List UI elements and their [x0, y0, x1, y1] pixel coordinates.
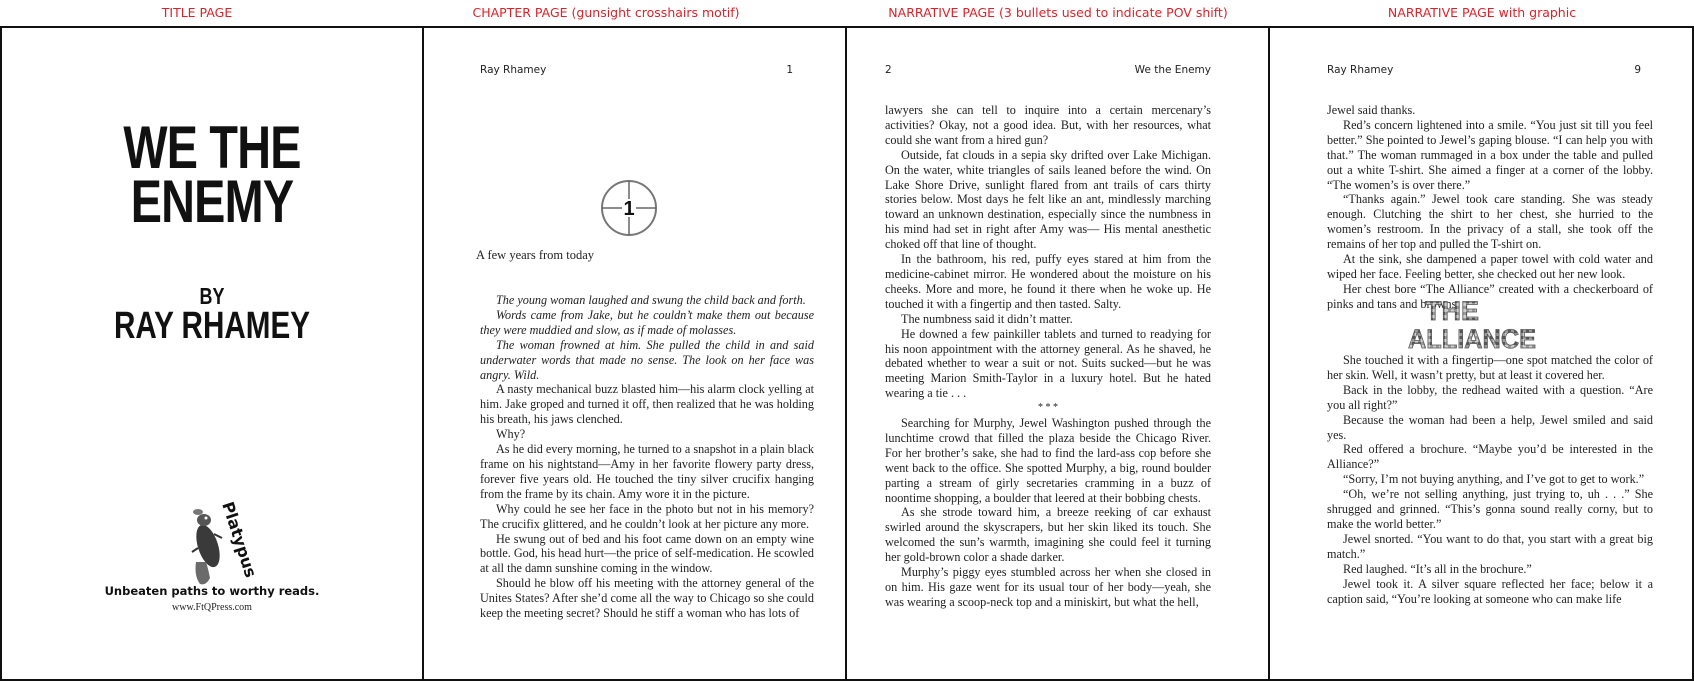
paragraph: Why?: [496, 427, 526, 442]
paragraph: He swung out of bed and his foot came down on an empty wine bottle. God, his head hurt—the price of self-medication. He scowled at all the damn sunshine coming in the window.: [480, 531, 814, 576]
paragraph: In the bathroom, his red, puffy eyes stared at him from the medicine-cabinet mirror. He wondered about the moisture on his cheeks. More and more, he found it there when he woke up. He touched it with a fingertip and then tasted. Salty.: [885, 252, 1211, 311]
chapter-page: [424, 28, 845, 678]
alliance-graphic: [1406, 294, 1538, 352]
header-title-page: TITLE PAGE: [161, 5, 233, 20]
running-head: Ray Rhamey: [1327, 64, 1394, 76]
pov-shift-bullets: * * *: [1038, 402, 1058, 414]
by-label: BY: [199, 283, 225, 309]
paragraph: Why could he see her face in the photo but not in his memory? The crucifix glittered, and he couldn’t look at her picture any more.: [480, 501, 814, 531]
page-number: 9: [1634, 64, 1641, 76]
paragraph: As he did every morning, he turned to a snapshot in a plain black frame on his nightstand—Amy in her favorite flowery party dress, forever five years old. He touched the tiny silver crucifix hanging from the frame by its chain. Amy wore it in the picture.: [480, 442, 814, 501]
paragraph: Jewel snorted. “You want to do that, you start with a great big match.”: [1327, 531, 1653, 561]
paragraph: Red laughed. “It’s all in the brochure.”: [1343, 561, 1532, 576]
paragraph: He downed a few painkiller tablets and turned to readying for his noon appointment with the attorney general. As he shaved, he debated whether to wear a suit or not. Suits sucked—but he was meeting Marion Smith-Taylor in a luxury hotel. But he hated wearing a tie . . .: [885, 326, 1211, 401]
graphic-page-body-text: [1327, 353, 1653, 606]
narrative-page: [847, 28, 1268, 678]
paragraph: Jewel said thanks.: [1327, 103, 1416, 117]
paragraph: Her chest bore “The Alliance” created with a checkerboard of pinks and tans and browns.: [1327, 281, 1653, 311]
paragraph: The woman frowned at him. She pulled the child in and said underwater words that made no sense. The look on her face was angry. Wild.: [480, 337, 814, 382]
header-narrative-page: NARRATIVE PAGE (3 bullets used to indicate POV shift): [888, 5, 1228, 20]
chapter-number: 1: [623, 198, 635, 220]
book-title-line1: WE THE: [123, 114, 301, 181]
chapter-body-text: [480, 293, 814, 621]
paragraph: Jewel took it. A silver square reflected her face; below it a caption said, “You’re looking at someone who can make life: [1327, 576, 1653, 606]
author-name: RAY RHAMEY: [113, 305, 310, 347]
paragraph: “Thanks again.” Jewel took care standing. She was steady enough. Clutching the shirt to her chest, she hurried to the women’s restroom. In the privacy of a stall, she took off the remains of her top and pulled the T-shirt on.: [1327, 192, 1653, 252]
header-graphic-page: NARRATIVE PAGE with graphic: [1387, 5, 1577, 20]
paragraph: “Sorry, I’m not buying anything, and I’ve got to get to work.”: [1343, 472, 1645, 487]
header-chapter-page: CHAPTER PAGE (gunsight crosshairs motif): [472, 5, 740, 20]
book-title-line2: ENEMY: [130, 168, 294, 235]
paragraph: Words came from Jake, but he couldn’t make them out because they were muddied and slow, as if made of molasses.: [480, 307, 814, 337]
paragraph: Red’s concern lightened into a smile. “You just sit till you feel better.” She pointed to Jewel’s gaping blouse. “I can help you with that.” The woman rummaged in a box under the table and pulled out a white T-shirt. She aimed a finger at a corner of the lobby. “The women’s is over there.”: [1327, 117, 1653, 192]
paragraph: Murphy’s piggy eyes stumbled across her when she closed in on him. His gaze went for its usual tour of her body—yeah, she was wearing a scoop-neck top and a miniskirt, but what the hell,: [885, 565, 1211, 609]
paragraph: A nasty mechanical buzz blasted him—his alarm clock yelling at him. Jake groped and turned it off, then realized that he was holding his breath, his jaws clenched.: [480, 382, 814, 427]
paragraph: “Oh, we’re not selling anything, just trying to, uh . . .” She shrugged and grinned. “This’s gonna sound really corny, but to make the world better.”: [1327, 487, 1653, 531]
publisher-url: www.FtQPress.com: [172, 602, 252, 613]
paragraph: lawyers she can tell to inquire into a certain mercenary’s activities? Okay, not a good idea. But, with her resources, what could she want from a hired gun?: [885, 103, 1211, 147]
title-page: [2, 28, 422, 678]
graphic-page: [1270, 28, 1690, 678]
chapter-opener: A few years from today: [476, 248, 595, 262]
paragraph: Outside, fat clouds in a sepia sky drifted over Lake Michigan. On the water, white triangles of sails leaned before the wind. On Lake Shore Drive, sunlight flared from ant trails of cars thirty stories below. Most days he felt like an ant, mindlessly marching toward an unknown destination, especially since the numbness in his mind had set in right after Amy was— His mental anesthetic choked off that line of thought.: [885, 147, 1211, 252]
paragraph: Because the woman had been a help, Jewel smiled and said yes.: [1327, 412, 1653, 442]
paragraph: As she strode toward him, a breeze reeking of car exhaust swirled around the skyscrapers, but her skin liked its touch. She welcomed the sun’s warmth, imagining she could feel it turning her gold-brown color a shade darker.: [885, 505, 1211, 565]
graphic-page-body-text: [1327, 103, 1653, 312]
platypus-icon: [186, 498, 261, 590]
narrative-body-text: [885, 103, 1211, 610]
paragraph: The numbness said it didn’t matter.: [901, 311, 1073, 326]
paragraph: She touched it with a fingertip—one spot matched the color of her skin. Well, it wasn’t pretty, but at least it covered her.: [1327, 353, 1653, 382]
paragraph: At the sink, she dampened a paper towel with cold water and wiped her face. Feeling better, she checked out her new look.: [1327, 252, 1653, 281]
tagline: Unbeaten paths to worthy reads.: [104, 584, 320, 598]
running-head: Ray Rhamey: [480, 64, 547, 76]
alliance-line1: THE: [1425, 296, 1479, 326]
crosshairs-icon: [600, 179, 658, 237]
alliance-line2: ALLIANCE: [1408, 324, 1536, 354]
page-number: 2: [885, 64, 892, 76]
paragraph: The young woman laughed and swung the child back and forth.: [496, 293, 806, 307]
paragraph: Red offered a brochure. “Maybe you’d be interested in the Alliance?”: [1327, 442, 1653, 472]
paragraph: Should he blow off his meeting with the attorney general of the Unites States? After she’d come all the way to Chicago so she could keep the meeting secret? Should he stiff a woman who has lots of: [480, 576, 814, 621]
paragraph: Back in the lobby, the redhead waited with a question. “Are you all right?”: [1327, 382, 1653, 412]
logo-text: Platypus: [218, 499, 261, 580]
page-number: 1: [786, 64, 793, 76]
paragraph: Searching for Murphy, Jewel Washington pushed through the lunchtime crowd that filled the plaza beside the Chicago River. For her brother’s sake, she had to find the lard-ass cop before she went back to the office. She spotted Murphy, a big, round boulder parting a stream of girly secretaries cramming in a buzz of noontime shopping, a boulder that leered at their bobbing chests.: [885, 416, 1211, 505]
running-head: We the Enemy: [1134, 64, 1211, 76]
